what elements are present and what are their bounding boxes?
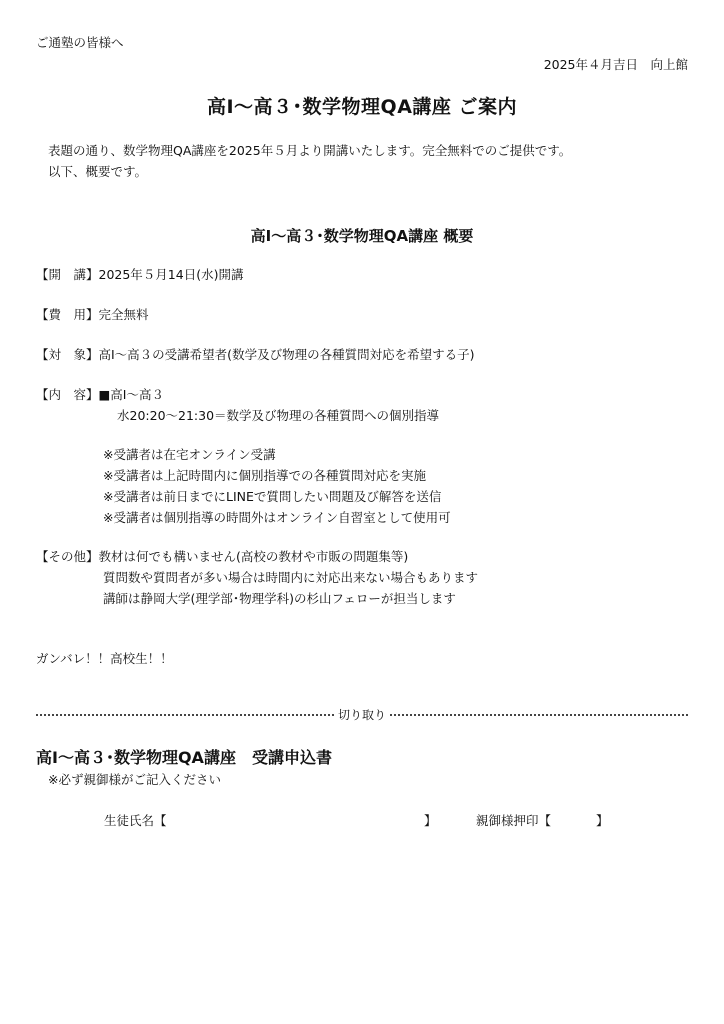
overview-title: 高Ⅰ～高３･数学物理QA講座 概要 <box>250 227 474 245</box>
other-item-line: 講師は静岡大学(理学部･物理学科)の杉山フェローが担当します <box>103 591 456 606</box>
recipient-line: ご通塾の皆様へ <box>36 35 124 50</box>
note-item: ※受講者は上記時間内に個別指導での各種質問対応を実施 <box>103 468 426 483</box>
application-form-title: 高Ⅰ～高３･数学物理QA講座 受講申込書 <box>36 748 332 767</box>
other-item-label: 【その他】教材は何でも構いません(高校の教材や市販の問題集等) <box>36 549 409 564</box>
student-name-label: 生徒氏名【 <box>104 813 167 828</box>
cheer-message: ガンバレ！！高校生！！ <box>36 651 173 666</box>
date-organization: 2025年４月吉日 向上館 <box>543 57 688 72</box>
parent-seal-field[interactable] <box>558 806 594 828</box>
target-item: 【対 象】高Ⅰ～高３の受講希望者(数学及び物理の各種質問対応を希望する子) <box>36 347 475 362</box>
page-title: 高Ⅰ～高３･数学物理QA講座 ご案内 <box>206 96 518 118</box>
other-item-line: 質問数や質問者が多い場合は時間内に対応出来ない場合もあります <box>103 570 479 585</box>
content-item-label: 【内 容】■高Ⅰ～高３ <box>36 387 164 402</box>
note-item: ※受講者は在宅オンライン受講 <box>103 447 276 462</box>
note-item: ※受講者は前日までにLINEで質問したい問題及び解答を送信 <box>103 489 442 504</box>
cut-dots-left <box>36 714 334 716</box>
parent-seal-close-bracket: 】 <box>596 813 609 828</box>
cut-label: 切り取り <box>338 707 387 722</box>
cut-line <box>36 705 688 723</box>
student-name-field[interactable] <box>175 806 415 828</box>
intro-line-2: 以下、概要です。 <box>48 164 148 179</box>
start-date-item: 【開 講】2025年５月14日(水)開講 <box>36 267 244 282</box>
parent-seal-label: 親御様押印【 <box>476 813 552 828</box>
cut-dots-right <box>390 714 688 716</box>
student-name-close-bracket: 】 <box>424 813 437 828</box>
note-item: ※受講者は個別指導の時間外はオンライン自習室として使用可 <box>103 510 451 525</box>
form-note: ※必ず親御様がご記入ください <box>48 772 221 787</box>
intro-line-1: 表題の通り、数学物理QA講座を2025年５月より開講いたします。完全無料でのご提供です。 <box>48 143 572 158</box>
fee-item: 【費 用】完全無料 <box>36 307 149 322</box>
content-schedule: 水20:20～21:30＝数学及び物理の各種質問への個別指導 <box>117 408 440 423</box>
